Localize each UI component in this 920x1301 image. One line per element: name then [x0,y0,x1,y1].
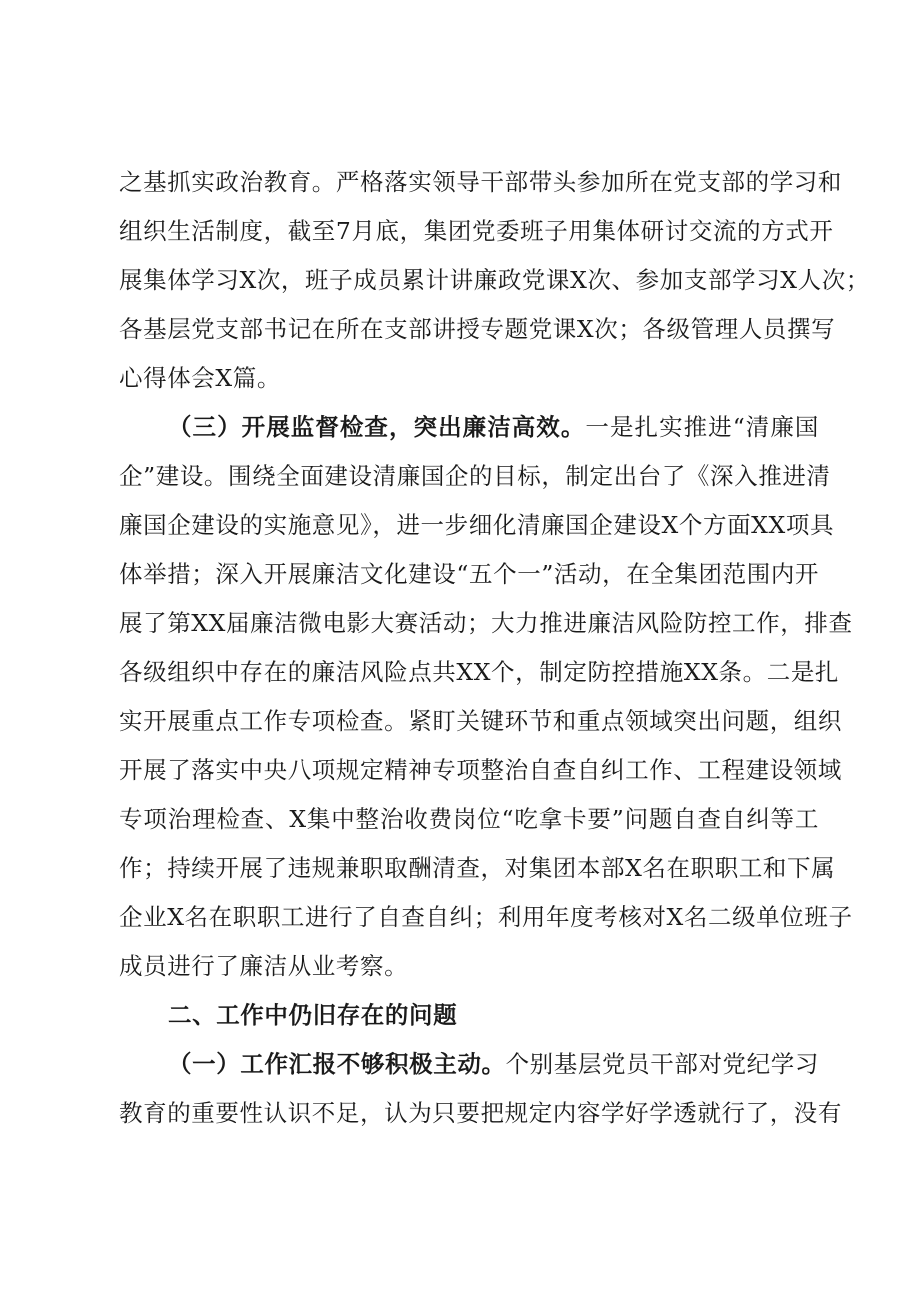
paragraph-1-line-1: 之基抓实政治教育。严格落实领导干部带头参加所在党支部的学习和 [119,168,842,196]
section-heading: 二、工作中仍旧存在的问题 [168,1001,458,1029]
paragraph-3-first-line [168,1049,819,1079]
paragraph-2-line-12: 成员进行了廉洁从业考察。 [119,952,409,980]
paragraph-2-line-10: 作；持续开展了违规兼职取酬清查，对集团本部X名在职职工和下属 [119,854,836,882]
paragraph-2-line-2: 企”建设。围绕全面建设清廉国企的目标，制定出台了《深入推进清 [119,462,831,490]
paragraph-1-line-4: 各基层党支部书记在所在支部讲授专题党课X次；各级管理人员撰写 [119,315,836,343]
paragraph-2-line-5: 展了第XX届廉洁微电影大赛活动；大力推进廉洁风险防控工作，排查 [119,609,853,637]
paragraph-2-line-8: 开展了落实中央八项规定精神专项整治自查自纠工作、工程建设领域 [119,756,842,784]
paragraph-2-first-line-rest: 一是扎实推进“清廉国 [585,413,819,441]
paragraph-2-first-line [168,412,819,442]
paragraph-2-line-3: 廉国企建设的实施意见》，进一步细化清廉国企建设X个方面XX项具 [119,511,835,539]
paragraph-2-line-4: 体举措；深入开展廉洁文化建设“五个一”活动，在全集团范围内开 [119,560,820,588]
paragraph-2-line-11: 企业X名在职职工进行了自查自纠；利用年度考核对X名二级单位班子 [119,903,853,931]
paragraph-3-line-2: 教育的重要性认识不足，认为只要把规定内容学好学透就行了，没有 [119,1099,842,1127]
paragraph-1-line-2: 组织生活制度，截至7月底，集团党委班子用集体研讨交流的方式开 [119,217,834,245]
paragraph-2-line-6: 各级组织中存在的廉洁风险点共XX个，制定防控措施XX条。二是扎 [119,658,840,686]
paragraph-3-first-line-rest: 个别基层党员干部对党纪学习 [505,1050,819,1078]
paragraph-1-line-5: 心得体会X篇。 [119,364,281,392]
paragraph-2-line-7: 实开展重点工作专项检查。紧盯关键环节和重点领域突出问题，组织 [119,707,842,735]
paragraph-1-line-3: 展集体学习X次，班子成员累计讲廉政党课X次、参加支部学习X人次； [119,266,870,294]
paragraph-3-lead: （一）工作汇报不够积极主动。 [168,1050,506,1078]
paragraph-2-lead: （三）开展监督检查，突出廉洁高效。 [168,413,586,441]
paragraph-2-line-9: 专项治理检查、X集中整治收费岗位“吃拿卡要”问题自查自纠等工 [119,805,819,833]
